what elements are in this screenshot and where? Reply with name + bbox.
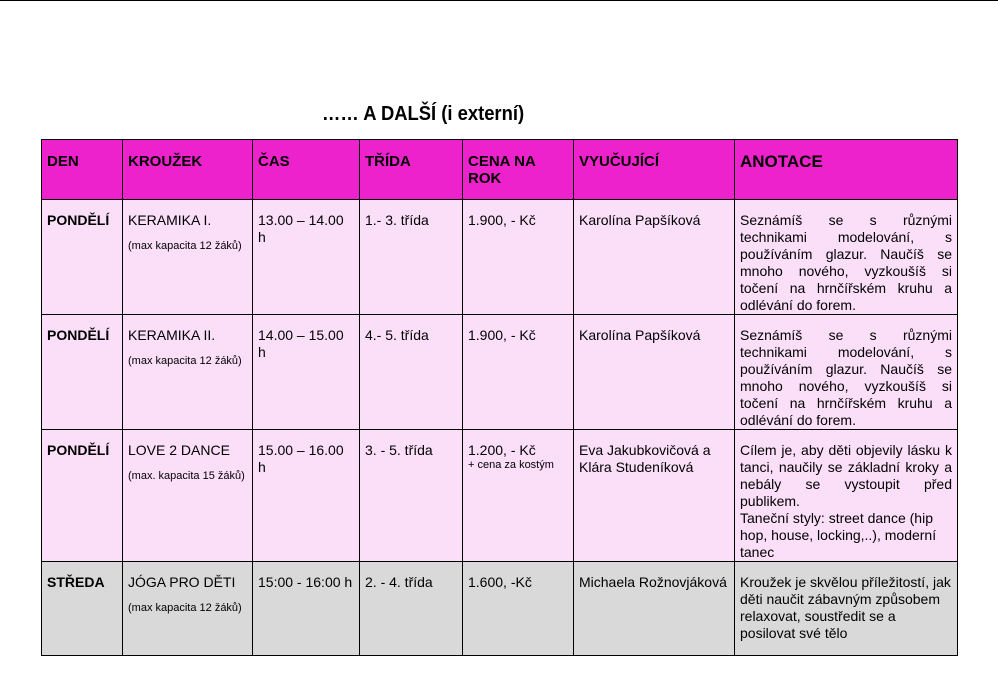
price-value: 1.200, - Kč (468, 442, 536, 458)
cell-den: STŘEDA (42, 562, 123, 656)
club-capacity: (max kapacita 12 žáků) (128, 240, 242, 252)
header-trida: TŘÍDA (360, 140, 463, 200)
cell-krouzek (123, 315, 253, 430)
cell-den: PONDĚLÍ (42, 200, 123, 315)
cell-vyucujici: Karolína Papšíková (574, 315, 735, 430)
cell-anotace: Seznámíš se s různými technikami modelování, s používáním glazur. Naučíš se mnoho nového, vyzkoušíš si točení na hrnčířském kruhu a odlévání do forem. (735, 315, 958, 430)
cell-den: PONDĚLÍ (42, 430, 123, 562)
cell-anotace (735, 430, 958, 562)
cell-anotace: Kroužek je skvělou příležitostí, jak děti naučit zábavným způsobem relaxovat, soustředit se a posilovat své tělo (735, 562, 958, 656)
table-row (42, 315, 958, 430)
header-cas: ČAS (253, 140, 360, 200)
top-border-line (0, 0, 998, 1)
cell-cas: 15:00 - 16:00 h (253, 562, 360, 656)
club-capacity: (max kapacita 12 žáků) (128, 355, 242, 367)
price-note: + cena za kostým (468, 459, 554, 471)
header-anotace: ANOTACE (735, 140, 958, 200)
club-name: KERAMIKA II. (128, 327, 216, 343)
club-capacity: (max. kapacita 15 žáků) (128, 470, 245, 482)
cell-trida: 3. - 5. třída (360, 430, 463, 562)
cell-cena: 1.600, -Kč (463, 562, 574, 656)
header-cena: CENA NA ROK (463, 140, 574, 200)
header-vyucujici: VYUČUJÍCÍ (574, 140, 735, 200)
club-schedule-table (41, 139, 958, 656)
table-header-row (42, 140, 958, 200)
cell-cena (463, 430, 574, 562)
table-row (42, 562, 958, 656)
annotation-styles: Taneční styly: street dance (hip hop, house, locking,..), moderní tanec (740, 510, 937, 560)
cell-trida: 1.- 3. třída (360, 200, 463, 315)
annotation-text: Cílem je, aby děti objevily lásku k tanci, naučily se základní kroky a nebály se vystoupit před publikem. (740, 442, 952, 509)
header-den: DEN (42, 140, 123, 200)
page-title: …… A DALŠÍ (i externí) (322, 103, 525, 125)
cell-vyucujici: Eva Jakubkovičová a Klára Studeníková (574, 430, 735, 562)
club-name: JÓGA PRO DĚTI (128, 574, 236, 590)
club-name: LOVE 2 DANCE (128, 442, 230, 458)
cell-krouzek (123, 200, 253, 315)
table-row (42, 430, 958, 562)
cell-cas: 14.00 – 15.00 h (253, 315, 360, 430)
club-name: KERAMIKA I. (128, 212, 212, 228)
cell-cas: 15.00 – 16.00 h (253, 430, 360, 562)
cell-cena: 1.900, - Kč (463, 200, 574, 315)
cell-krouzek (123, 562, 253, 656)
cell-cena: 1.900, - Kč (463, 315, 574, 430)
cell-cas: 13.00 – 14.00 h (253, 200, 360, 315)
cell-vyucujici: Karolína Papšíková (574, 200, 735, 315)
table-row (42, 200, 958, 315)
header-krouzek: KROUŽEK (123, 140, 253, 200)
cell-trida: 4.- 5. třída (360, 315, 463, 430)
cell-krouzek (123, 430, 253, 562)
cell-anotace: Seznámíš se s různými technikami modelování, s používáním glazur. Naučíš se mnoho nového, vyzkoušíš si točení na hrnčířském kruhu a odlévání do forem. (735, 200, 958, 315)
cell-den: PONDĚLÍ (42, 315, 123, 430)
club-capacity: (max kapacita 12 žáků) (128, 602, 242, 614)
cell-trida: 2. - 4. třída (360, 562, 463, 656)
cell-vyucujici: Michaela Rožnovjáková (574, 562, 735, 656)
